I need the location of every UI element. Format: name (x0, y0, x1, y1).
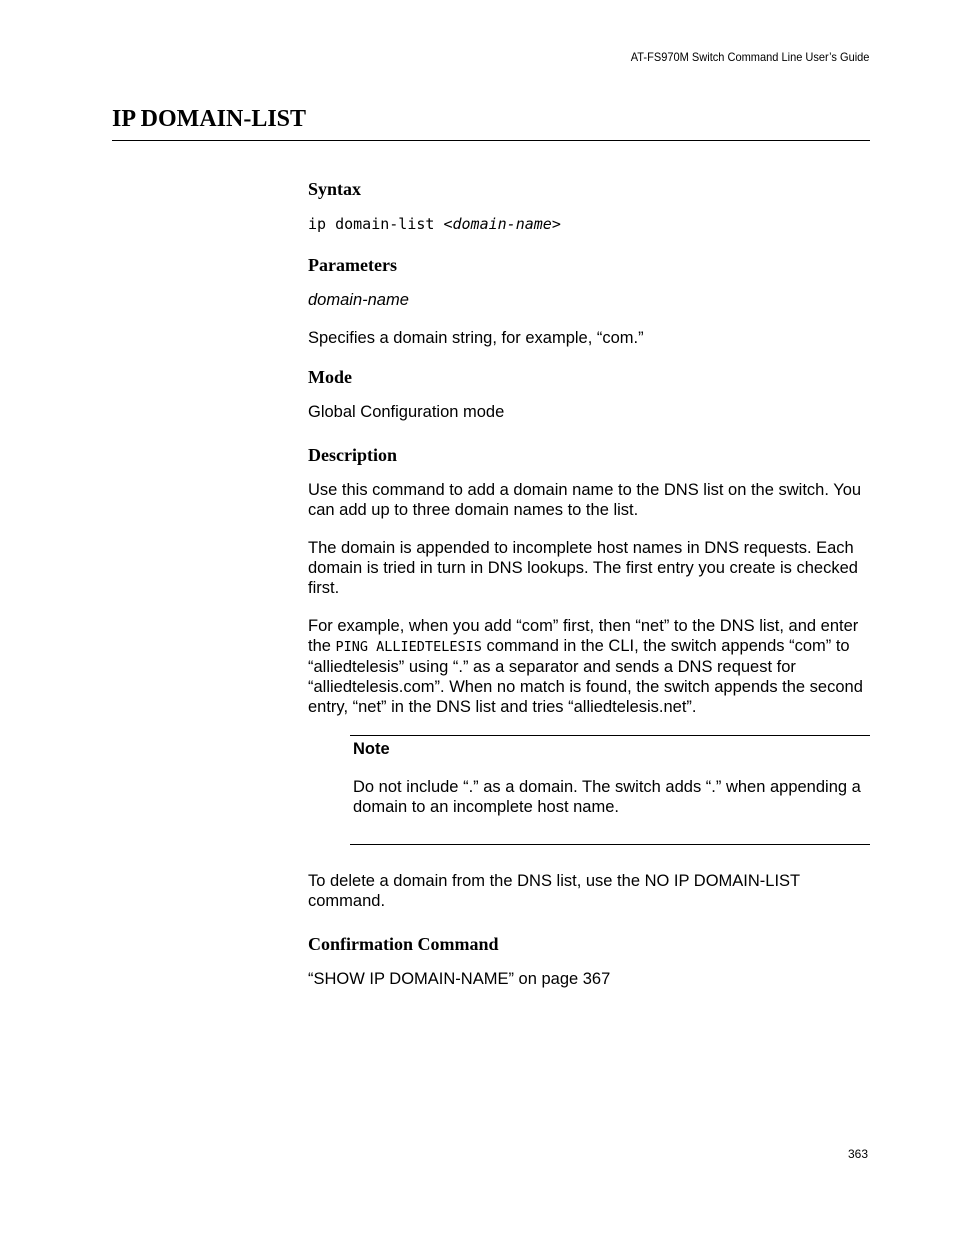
note-text: Do not include “.” as a domain. The switch adds “.” when appending a domain to an incomplete host name. (353, 778, 861, 816)
syntax-command (308, 214, 870, 234)
confirmation-link[interactable]: “SHOW IP DOMAIN-NAME” on page 367 (308, 970, 611, 988)
description-heading: Description (308, 445, 397, 465)
syntax-heading: Syntax (308, 179, 362, 199)
delete-instruction: To delete a domain from the DNS list, use the NO IP DOMAIN-LIST command. (308, 872, 800, 910)
page-number: 363 (847, 1147, 868, 1161)
syntax-command-end: > (551, 215, 561, 233)
mode-text: Global Configuration mode (308, 403, 505, 421)
parameters-heading: Parameters (308, 255, 397, 275)
title-divider (112, 140, 870, 141)
confirmation-heading: Confirmation Command (308, 934, 499, 954)
page-title: IP DOMAIN-LIST (112, 106, 307, 132)
note-box (350, 735, 870, 845)
description-para-3 (308, 616, 870, 717)
content-body (308, 178, 870, 1007)
description-para-2: The domain is appended to incomplete host names in DNS requests. Each domain is tried in turn in DNS lookups. The first entry you create is checked first. (308, 539, 858, 597)
note-label: Note (353, 740, 390, 758)
inline-command-code: PING ALLIEDTELESIS (335, 639, 482, 655)
description-para-1: Use this command to add a domain name to the DNS list on the switch. You can add up to three domain names to the list. (308, 481, 862, 519)
parameter-name: domain-name (308, 291, 409, 309)
description-para-3-end: command in the CLI, the switch appends “com” to “alliedtelesis” using “.” as a separator and sends a DNS request for “alliedtelesis.com”. When no match is found, the switch appends the second entry, “net” in the DNS list and tries “alliedtelesis.net”. (308, 637, 863, 716)
running-header: AT-FS970M Switch Command Line User’s Guide (630, 50, 869, 64)
description-para-3-start: For example, when you add “com” first, then “net” to the DNS list, and enter the (308, 617, 859, 655)
syntax-command-text: ip domain-list < (308, 215, 453, 233)
syntax-argument: domain-name (452, 215, 552, 233)
mode-heading: Mode (308, 367, 352, 387)
parameter-description: Specifies a domain string, for example, “com.” (308, 329, 644, 347)
